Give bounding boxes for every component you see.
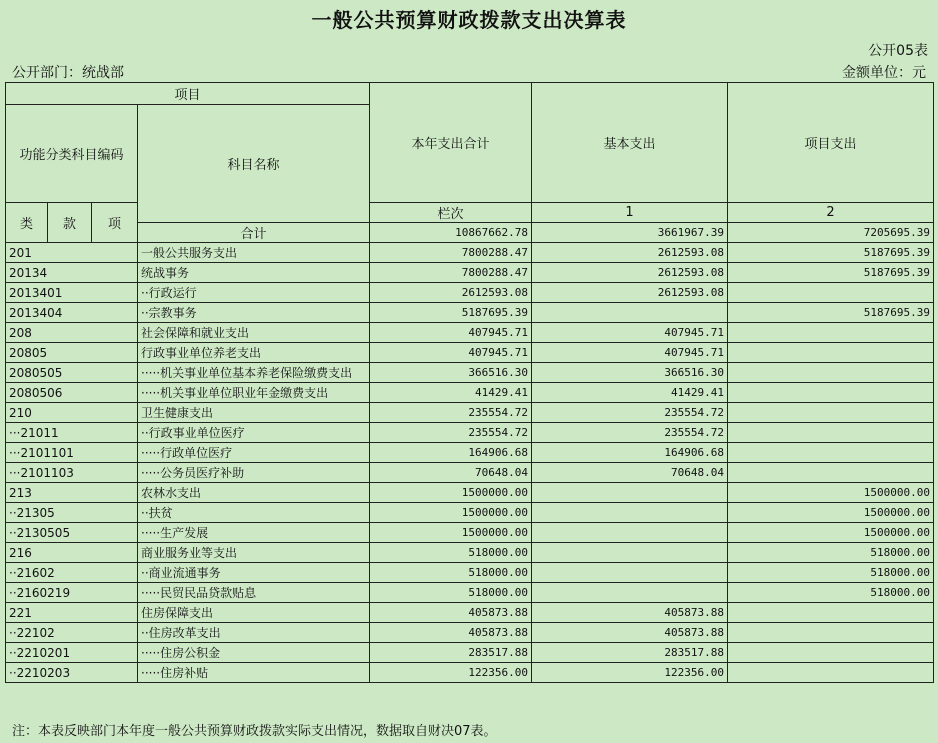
table-row (6, 303, 934, 323)
row-project: 1500000.00 (728, 503, 934, 523)
row-basic: 405873.88 (532, 603, 728, 623)
row-project: 1500000.00 (728, 483, 934, 503)
row-project: 5187695.39 (728, 303, 934, 323)
row-project (728, 643, 934, 663)
row-basic: 235554.72 (532, 423, 728, 443)
row-name: 统战事务 (138, 263, 370, 283)
header-xiang: 项 (92, 203, 138, 243)
header-total: 本年支出合计 (370, 83, 532, 203)
row-code: 2013404 (6, 303, 138, 323)
row-name: 住房保障支出 (138, 603, 370, 623)
row-total: 164906.68 (370, 443, 532, 463)
header-lei: 类 (6, 203, 48, 243)
table-row (6, 343, 934, 363)
row-name: ·····机关事业单位职业年金缴费支出 (138, 383, 370, 403)
row-name: ·····住房公积金 (138, 643, 370, 663)
row-code: ···21011 (6, 423, 138, 443)
row-basic: 2612593.08 (532, 263, 728, 283)
row-basic: 70648.04 (532, 463, 728, 483)
header-col1: 1 (532, 203, 728, 223)
row-basic (532, 543, 728, 563)
row-basic (532, 583, 728, 603)
row-total: 7800288.47 (370, 263, 532, 283)
row-total: 235554.72 (370, 423, 532, 443)
row-project: 518000.00 (728, 583, 934, 603)
row-code: ··2160219 (6, 583, 138, 603)
row-basic: 41429.41 (532, 383, 728, 403)
row-code: ···2101103 (6, 463, 138, 483)
table-row (6, 563, 934, 583)
row-total: 1500000.00 (370, 523, 532, 543)
row-project (728, 463, 934, 483)
table-row (6, 283, 934, 303)
row-total: 41429.41 (370, 383, 532, 403)
row-total: 518000.00 (370, 563, 532, 583)
report-title: 一般公共预算财政拨款支出决算表 (311, 8, 627, 32)
row-name: ··住房改革支出 (138, 623, 370, 643)
row-total: 518000.00 (370, 543, 532, 563)
row-code: 201 (6, 243, 138, 263)
row-basic (532, 563, 728, 583)
row-basic: 407945.71 (532, 343, 728, 363)
form-number: 公开05表 (868, 43, 928, 59)
row-total: 2612593.08 (370, 283, 532, 303)
row-basic (532, 523, 728, 543)
table-row (6, 363, 934, 383)
row-project (728, 323, 934, 343)
table-row (6, 523, 934, 543)
table-row (6, 503, 934, 523)
table-row (6, 443, 934, 463)
row-project: 5187695.39 (728, 263, 934, 283)
table-row (6, 463, 934, 483)
expenditure-table (5, 82, 934, 683)
table-row (6, 263, 934, 283)
row-basic (532, 483, 728, 503)
row-project (728, 623, 934, 643)
row-code: ···2101101 (6, 443, 138, 463)
header-project-expense: 项目支出 (728, 83, 934, 203)
row-project (728, 403, 934, 423)
row-code: ··21305 (6, 503, 138, 523)
row-basic: 2612593.08 (532, 283, 728, 303)
row-code: 2080505 (6, 363, 138, 383)
row-basic: 407945.71 (532, 323, 728, 343)
row-project: 1500000.00 (728, 523, 934, 543)
row-name: ·····生产发展 (138, 523, 370, 543)
row-project (728, 363, 934, 383)
row-basic: 405873.88 (532, 623, 728, 643)
row-total: 405873.88 (370, 623, 532, 643)
row-total: 122356.00 (370, 663, 532, 683)
department-label: 公开部门：统战部 (12, 65, 124, 81)
row-name: ·····住房补贴 (138, 663, 370, 683)
row-code: 221 (6, 603, 138, 623)
table-row (6, 403, 934, 423)
row-name: 一般公共服务支出 (138, 243, 370, 263)
total-basic: 3661967.39 (532, 223, 728, 243)
row-basic: 235554.72 (532, 403, 728, 423)
table-row (6, 603, 934, 623)
row-name: 行政事业单位养老支出 (138, 343, 370, 363)
table-row (6, 583, 934, 603)
row-total: 70648.04 (370, 463, 532, 483)
row-name: ·····公务员医疗补助 (138, 463, 370, 483)
header-kuan: 款 (48, 203, 92, 243)
row-project (728, 283, 934, 303)
table-row (6, 663, 934, 683)
row-name: 卫生健康支出 (138, 403, 370, 423)
table-row (6, 423, 934, 443)
row-name: ·····行政单位医疗 (138, 443, 370, 463)
row-project (728, 663, 934, 683)
row-name: ·····民贸民品贷款贴息 (138, 583, 370, 603)
row-code: 20134 (6, 263, 138, 283)
header-func-code: 功能分类科目编码 (6, 105, 138, 203)
row-total: 283517.88 (370, 643, 532, 663)
row-code: ··2130505 (6, 523, 138, 543)
row-project (728, 383, 934, 403)
row-name: ··扶贫 (138, 503, 370, 523)
row-name: ··商业流通事务 (138, 563, 370, 583)
row-project (728, 423, 934, 443)
table-row (6, 243, 934, 263)
table-row (6, 623, 934, 643)
row-total: 407945.71 (370, 343, 532, 363)
row-name: 商业服务业等支出 (138, 543, 370, 563)
row-total: 1500000.00 (370, 503, 532, 523)
header-col-no: 栏次 (370, 203, 532, 223)
row-total: 366516.30 (370, 363, 532, 383)
row-code: 2080506 (6, 383, 138, 403)
row-code: ··2210203 (6, 663, 138, 683)
row-total: 407945.71 (370, 323, 532, 343)
row-code: 208 (6, 323, 138, 343)
row-project (728, 443, 934, 463)
total-project: 7205695.39 (728, 223, 934, 243)
total-label: 合计 (138, 223, 370, 243)
row-basic: 2612593.08 (532, 243, 728, 263)
row-basic: 164906.68 (532, 443, 728, 463)
table-row (6, 543, 934, 563)
row-total: 5187695.39 (370, 303, 532, 323)
row-name: ··行政事业单位医疗 (138, 423, 370, 443)
header-project: 项目 (6, 83, 370, 105)
footnote: 注：本表反映部门本年度一般公共预算财政拨款实际支出情况，数据取自财决07表。 (12, 724, 497, 739)
row-basic: 122356.00 (532, 663, 728, 683)
total-row (6, 223, 934, 243)
row-basic: 366516.30 (532, 363, 728, 383)
row-project: 518000.00 (728, 543, 934, 563)
row-total: 518000.00 (370, 583, 532, 603)
row-total: 405873.88 (370, 603, 532, 623)
row-name: ·····机关事业单位基本养老保险缴费支出 (138, 363, 370, 383)
table-row (6, 643, 934, 663)
row-name: ··行政运行 (138, 283, 370, 303)
row-code: ··22102 (6, 623, 138, 643)
row-total: 1500000.00 (370, 483, 532, 503)
row-basic (532, 303, 728, 323)
table-row (6, 323, 934, 343)
row-basic: 283517.88 (532, 643, 728, 663)
row-total: 235554.72 (370, 403, 532, 423)
row-project (728, 343, 934, 363)
total-sum: 10867662.78 (370, 223, 532, 243)
unit-label: 金额单位：元 (842, 65, 926, 81)
table-row (6, 383, 934, 403)
row-project: 5187695.39 (728, 243, 934, 263)
row-project: 518000.00 (728, 563, 934, 583)
row-code: 20805 (6, 343, 138, 363)
row-name: 社会保障和就业支出 (138, 323, 370, 343)
row-code: 210 (6, 403, 138, 423)
row-code: 213 (6, 483, 138, 503)
row-project (728, 603, 934, 623)
header-col2: 2 (728, 203, 934, 223)
table-row (6, 483, 934, 503)
row-name: 农林水支出 (138, 483, 370, 503)
row-basic (532, 503, 728, 523)
row-code: 216 (6, 543, 138, 563)
row-name: ··宗教事务 (138, 303, 370, 323)
header-basic: 基本支出 (532, 83, 728, 203)
header-subject-name: 科目名称 (138, 105, 370, 223)
row-code: ··21602 (6, 563, 138, 583)
row-code: ··2210201 (6, 643, 138, 663)
row-total: 7800288.47 (370, 243, 532, 263)
row-code: 2013401 (6, 283, 138, 303)
